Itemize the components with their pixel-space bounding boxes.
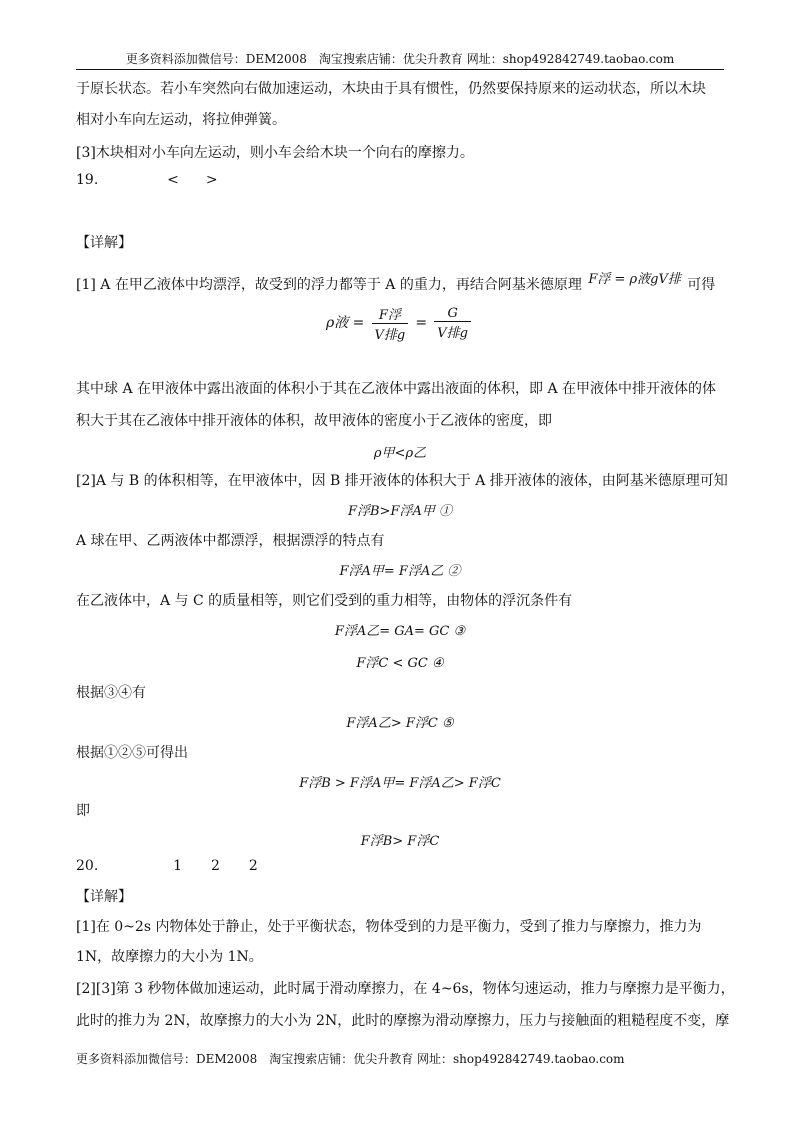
text-line: [3]木块相对小车向左运动，则小车会给木块一个向右的摩擦力。 bbox=[76, 145, 474, 161]
section-heading: 【详解】 bbox=[76, 235, 132, 251]
section-heading: 【详解】 bbox=[76, 889, 132, 905]
equation-1: F浮B>F浮A甲 ① bbox=[347, 504, 452, 519]
text-line: 根据③④有 bbox=[76, 685, 146, 701]
final-result: F浮B> F浮C bbox=[360, 834, 440, 849]
answer-blank-3: 2 bbox=[248, 858, 258, 874]
text-line: 根据①②⑤可得出 bbox=[76, 745, 188, 761]
archimedes-formula: F浮 = ρ液gV排 bbox=[588, 272, 681, 287]
fraction: $\frac{\text{F浮}}{\text{V排g}}$ bbox=[372, 304, 409, 343]
equation-3: F浮A乙= GA= GC ③ bbox=[334, 624, 466, 639]
text-line: A 球在甲、乙两液体中都漂浮，根据漂浮的特点有 bbox=[76, 533, 385, 549]
text-line: 其中球 A 在甲液体中露出液面的体积小于其在乙液体中露出液面的体积，即 A 在甲液体中排开液体的体 bbox=[76, 381, 717, 397]
text-line: 即 bbox=[76, 803, 90, 819]
answer-blank-2: 2 bbox=[211, 858, 220, 874]
answer-blank-2: > bbox=[205, 172, 218, 188]
text-line: 在乙液体中，A 与 C 的质量相等，则它们受到的重力相等，由物体的浮沉条件有 bbox=[76, 593, 573, 609]
text-line: [1]在 0~2s 内物体处于静止，处于平衡状态，物体受到的力是平衡力，受到了推力与摩擦力，推力为 bbox=[76, 919, 702, 935]
text-line: 相对小车向左运动，将拉伸弹簧。 bbox=[76, 112, 286, 128]
question-19-answer bbox=[76, 172, 218, 188]
text-line: 于原长状态。若小车突然向右做加速运动，木块由于具有惯性，仍然要保持原来的运动状态，所以木块 bbox=[76, 81, 706, 97]
question-number: 19. bbox=[76, 172, 99, 188]
inequality-chain: F浮B > F浮A甲= F浮A乙> F浮C bbox=[299, 776, 501, 791]
text-line: [2][3]第 3 秒物体做加速运动，此时属于滑动摩擦力，在 4~6s，物体匀速运动，推力与摩擦力是平衡力， bbox=[76, 981, 735, 997]
fraction: $\frac{G}{\text{V排g}}$ bbox=[434, 306, 471, 341]
question-number: 20. bbox=[76, 858, 99, 874]
header-rule bbox=[76, 69, 724, 70]
answer-blank-1: < bbox=[167, 172, 179, 188]
density-comparison: ρ甲<ρ乙 bbox=[373, 446, 427, 461]
equation-4: F浮C < GC ④ bbox=[356, 656, 444, 671]
text-line: 此时的推力为 2N，故摩擦力的大小为 2N，此时的摩擦为滑动摩擦力，压力与接触面的粗糙程度不变，摩 bbox=[76, 1013, 730, 1029]
text-line: [2]A 与 B 的体积相等，在甲液体中，因 B 排开液体的体积大于 A 排开液体的液体，由阿基米德原理可知 bbox=[76, 473, 728, 489]
text-line: 积大于其在乙液体中排开液体的体积，故甲液体的密度小于乙液体的密度，即 bbox=[76, 413, 552, 429]
equation-2: F浮A甲= F浮A乙 ② bbox=[339, 564, 461, 579]
text-line: 1N，故摩擦力的大小为 1N。 bbox=[76, 949, 263, 965]
equation-5: F浮A乙> F浮C ⑤ bbox=[346, 716, 454, 731]
question-20-answer bbox=[76, 858, 258, 874]
page-header: 更多资料添加微信号：DEM2008 淘宝搜索店铺：优尖升教育 网址：shop492842749.taobao.com bbox=[125, 52, 675, 66]
answer-blank-1: 1 bbox=[173, 858, 183, 874]
page-footer: 更多资料添加微信号：DEM2008 淘宝搜索店铺：优尖升教育 网址：shop492842749.taobao.com bbox=[76, 1052, 625, 1066]
density-equation: ρ液 = $\frac{\text{F浮}}{\text{V排g}}$ = $\frac{G}{\text{V排g}}$ bbox=[0, 304, 800, 343]
text-line: [1] A 在甲乙液体中均漂浮，故受到的浮力都等于 A 的重力，再结合阿基米德原理 F浮 = ρ液gV排 可得 bbox=[76, 268, 715, 294]
